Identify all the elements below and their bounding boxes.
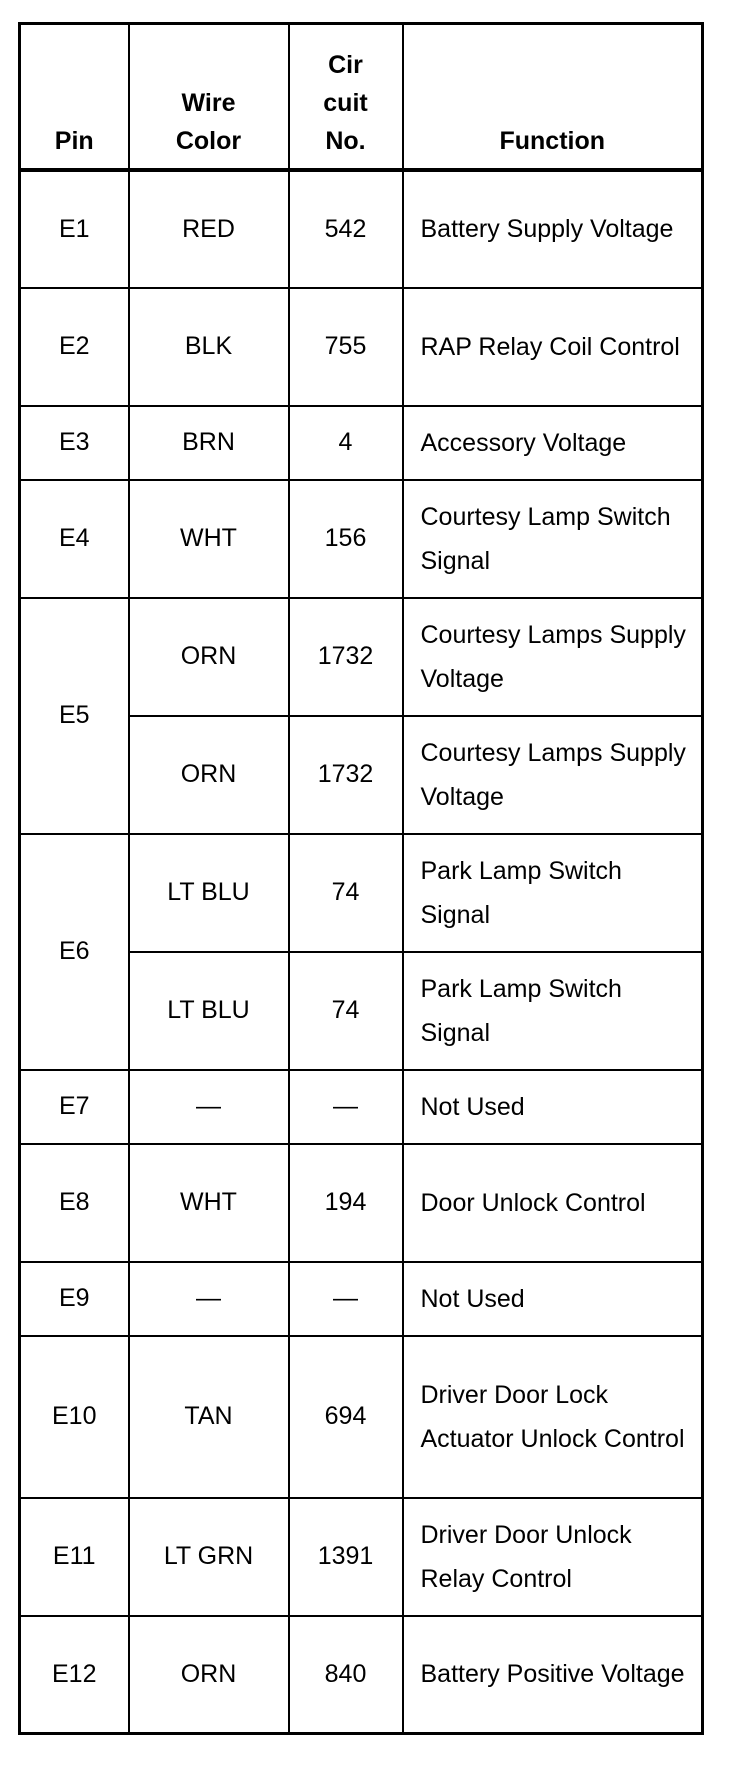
pin-cell: E10 — [20, 1336, 129, 1498]
circuit-cell: — — [289, 1262, 403, 1336]
pin-cell: E3 — [20, 406, 129, 480]
wire-color-cell: BRN — [129, 406, 289, 480]
circuit-cell: 840 — [289, 1616, 403, 1734]
circuit-cell: 74 — [289, 834, 403, 952]
table-row-e6-first — [20, 834, 703, 952]
circuit-cell: 1732 — [289, 716, 403, 834]
table-row-e10 — [20, 1336, 703, 1498]
wire-color-cell: LT BLU — [129, 834, 289, 952]
wire-color-cell: WHT — [129, 480, 289, 598]
wire-color-cell: ORN — [129, 716, 289, 834]
function-cell: Battery Supply Voltage — [403, 170, 703, 288]
circuit-cell: 4 — [289, 406, 403, 480]
wire-color-cell: TAN — [129, 1336, 289, 1498]
table-row-e3 — [20, 406, 703, 480]
pin-cell: E7 — [20, 1070, 129, 1144]
connector-pin-table — [18, 22, 704, 1735]
pin-cell: E12 — [20, 1616, 129, 1734]
function-cell: Park Lamp Switch Signal — [403, 834, 703, 952]
table-row-e7 — [20, 1070, 703, 1144]
function-cell: Driver Door Unlock Relay Control — [403, 1498, 703, 1616]
header-pin: Pin — [20, 24, 129, 170]
function-cell: Courtesy Lamp Switch Signal — [403, 480, 703, 598]
wire-color-cell: LT BLU — [129, 952, 289, 1070]
function-cell: Driver Door Lock Actuator Unlock Control — [403, 1336, 703, 1498]
connector-pin-table-container — [18, 22, 701, 1735]
function-cell: Accessory Voltage — [403, 406, 703, 480]
table-row-e11 — [20, 1498, 703, 1616]
function-cell: Not Used — [403, 1070, 703, 1144]
pin-cell: E6 — [20, 834, 129, 1070]
circuit-cell: 194 — [289, 1144, 403, 1262]
header-circuit-no — [289, 24, 403, 170]
wire-color-cell: RED — [129, 170, 289, 288]
table-row-e9 — [20, 1262, 703, 1336]
circuit-cell: — — [289, 1070, 403, 1144]
table-row-e8 — [20, 1144, 703, 1262]
wire-color-cell: — — [129, 1262, 289, 1336]
pin-cell: E8 — [20, 1144, 129, 1262]
wire-color-cell: WHT — [129, 1144, 289, 1262]
table-row-e2 — [20, 288, 703, 406]
header-wire-color — [129, 24, 289, 170]
wire-color-cell: LT GRN — [129, 1498, 289, 1616]
function-cell: Door Unlock Control — [403, 1144, 703, 1262]
circuit-cell: 755 — [289, 288, 403, 406]
pin-cell: E2 — [20, 288, 129, 406]
function-cell: RAP Relay Coil Control — [403, 288, 703, 406]
function-cell: Park Lamp Switch Signal — [403, 952, 703, 1070]
circuit-cell: 156 — [289, 480, 403, 598]
function-cell: Not Used — [403, 1262, 703, 1336]
wire-color-cell: BLK — [129, 288, 289, 406]
table-row-e5-first — [20, 598, 703, 716]
circuit-cell: 1391 — [289, 1498, 403, 1616]
function-cell: Courtesy Lamps Supply Voltage — [403, 716, 703, 834]
table-row-e4 — [20, 480, 703, 598]
circuit-cell: 1732 — [289, 598, 403, 716]
circuit-cell: 74 — [289, 952, 403, 1070]
pin-cell: E11 — [20, 1498, 129, 1616]
circuit-cell: 694 — [289, 1336, 403, 1498]
header-circuit-no-label: Cir cuit No. — [323, 50, 368, 155]
header-wire-color-label: Wire Color — [175, 88, 242, 155]
wire-color-cell: — — [129, 1070, 289, 1144]
function-cell: Battery Positive Voltage — [403, 1616, 703, 1734]
function-cell: Courtesy Lamps Supply Voltage — [403, 598, 703, 716]
pin-cell: E9 — [20, 1262, 129, 1336]
table-row-e1 — [20, 170, 703, 288]
pin-cell: E5 — [20, 598, 129, 834]
wire-color-cell: ORN — [129, 598, 289, 716]
header-function: Function — [403, 24, 703, 170]
header-row — [20, 24, 703, 170]
pin-cell: E1 — [20, 170, 129, 288]
wire-color-cell: ORN — [129, 1616, 289, 1734]
circuit-cell: 542 — [289, 170, 403, 288]
pin-cell: E4 — [20, 480, 129, 598]
table-row-e12 — [20, 1616, 703, 1734]
